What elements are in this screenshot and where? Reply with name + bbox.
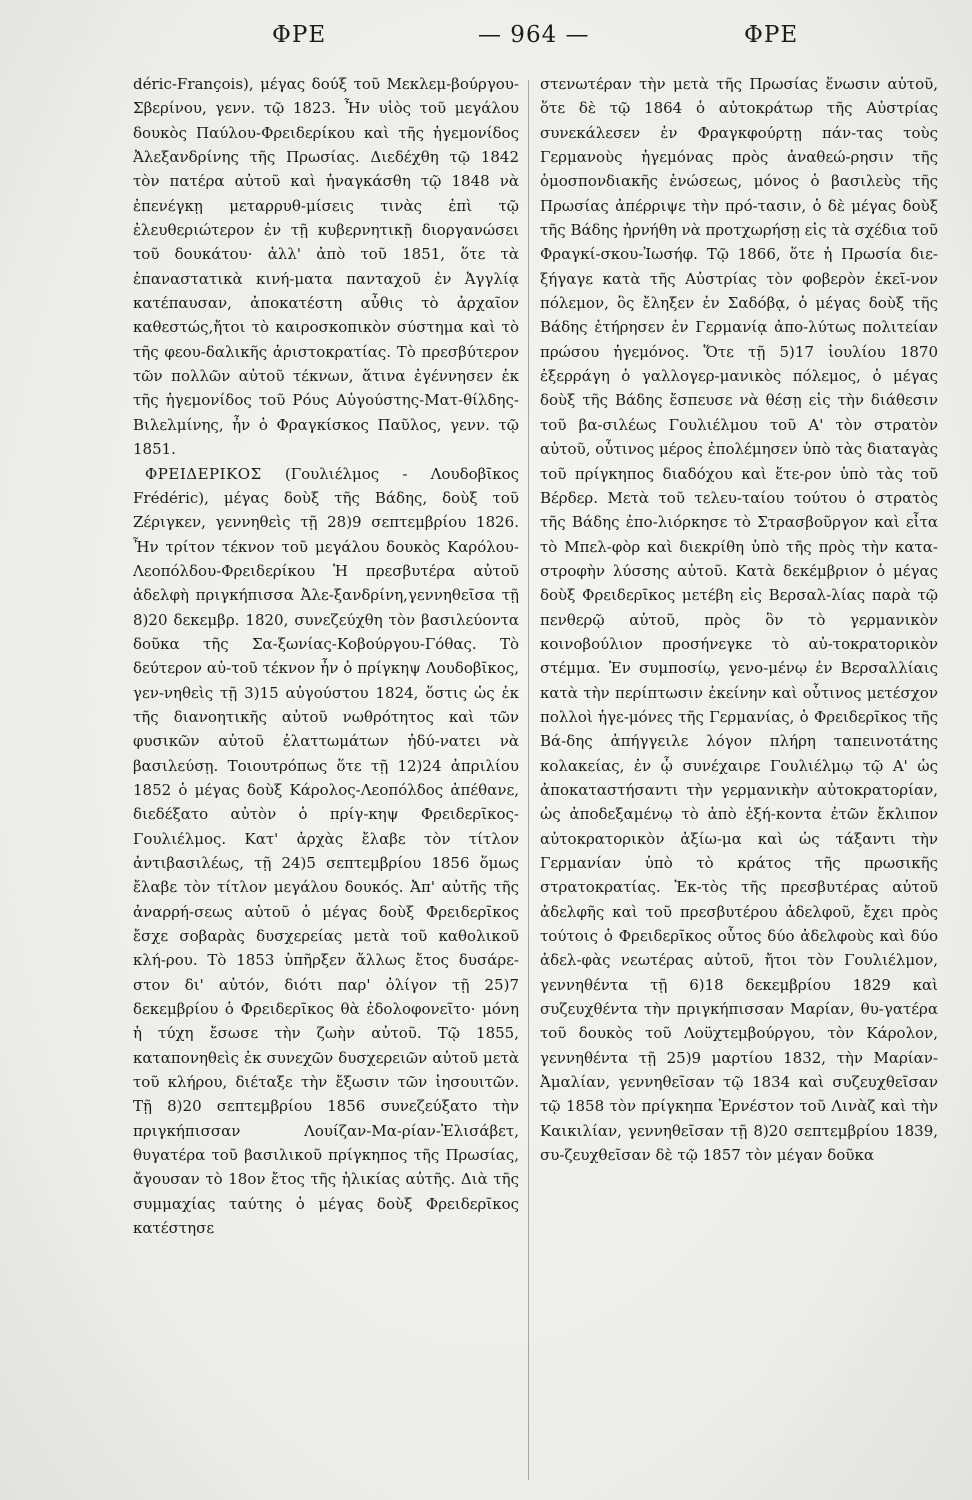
left-column [133, 72, 519, 1492]
left-paragraph-1: déric-François), μέγας δούξ τοῦ Μεκλεμ-βούργου-Σβερίνου, γενν. τῷ 1823. Ἦν υἱὸς τοῦ μεγάλου δουκὸς Παύλου-Φρειδερίκου καὶ τῆς ἡγεμονίδος Ἀλεξανδρίνης τῆς Πρωσίας. Διεδέχθη τῷ 1842 τὸν πατέρα αὐτοῦ καὶ ἠναγκάσθη τῷ 1848 νὰ ἐπενέγκῃ μεταρρυθ-μίσεις τινὰς ἐπὶ τῷ ἐλευθεριώτερον ἐν τῇ κυβερνητικῇ διοργανώσει τοῦ δουκάτου· ἀλλ' ἀπὸ τοῦ 1851, ὅτε τὰ ἐπαναστατικὰ κινή-ματα πανταχοῦ ἐν Ἀγγλίᾳ κατέπαυσαν, ἀποκατέστη αὖθις τὸ ἀρχαῖον καθεστώς,ἤτοι τὸ καιροσκοπικὸν σύστημα καὶ τὸ τῆς φεου-δαλικῆς ἀριστοκρατίας. Τὸ πρεσβύτερον τῶν πολλῶν αὐτοῦ τέκνων, ἅτινα ἐγέννησεν ἐκ τῆς ἡγεμονίδος τοῦ Ρόυς Αὐγούστης-Ματ-θίλδης-Βιλελμίνης, ἦν ὁ Φραγκίσκος Παῦλος, γενν. τῷ 1851. [133, 75, 519, 459]
entry-text: (Γουλιέλμος - Λουδοβῖκος Frédéric), μέγας δοὺξ τῆς Βάδης, δοὺξ τοῦ Ζέριγκεν, γεννηθεὶς τῇ 28)9 σεπτεμβρίου 1826. Ἦν τρίτον τέκνον τοῦ μεγάλου δουκὸς Καρόλου-Λεοπόλδου-Φρειδερίκου Ἡ πρεσβυτέρα αὐτοῦ ἀδελφὴ πριγκήπισσα Ἀλε-ξανδρίνη,γεννηθεῖσα τῇ 8)20 δεκεμβρ. 1820, συνεζεύχθη τὸν βασιλεύοντα δοῦκα τῆς Σα-ξωνίας-Κοβούργου-Γόθας. Τὸ δεύτερον αὐ-τοῦ τέκνον ἦν ὁ πρίγκηψ Λουδοβῖκος, γεν-νηθεὶς τῇ 3)15 αὐγούστου 1824, ὅστις ὡς ἐκ τῆς διανοητικῆς αὐτοῦ νωθρότητος καὶ τῶν φυσικῶν αὐτοῦ ἐλαττωμάτων ἠδύ-νατει νὰ βασιλεύσῃ. Τοιουτρόπως ὅτε τῇ 12)24 ἀπριλίου 1852 ὁ μέγας δοὺξ Κάρολος-Λεοπόλδος ἀπέθανε, διεδέξατο αὐτὸν ὁ πρίγ-κηψ Φρειδερῖκος-Γουλιέλμος. Κατ' ἀρχὰς ἔλαβε τὸν τίτλον ἀντιβασιλέως, τῇ 24)5 σεπτεμβρίου 1856 ὅμως ἔλαβε τὸν τίτλον μεγάλου δουκός. Ἀπ' αὐτῆς τῆς ἀναρρή-σεως αὐτοῦ ὁ μέγας δοὺξ Φρειδερῖκος ἔσχε σοβαρὰς δυσχερείας μετὰ τοῦ καθολικοῦ κλή-ρου. Τὸ 1853 ὑπῆρξεν ἄλλως ἔτος δυσάρε-στον δι' αὐτόν, διότι παρ' ὀλίγον τῇ 25)7 δεκεμβρίου ὁ Φρειδερῖκος θὰ ἐδολοφονεῖτο· μόνη ἡ τύχη ἔσωσε τὴν ζωὴν αὐτοῦ. Τῷ 1855, καταπονηθεὶς ἐκ συνεχῶν δυσχερειῶν αὐτοῦ μετὰ τοῦ κλήρου, διέταξε τὴν ἔξωσιν τῶν ἰησουιτῶν. Τῇ 8)20 σεπτεμβρίου 1856 συνεζεύξατο τὴν πριγκήπισσαν Λουίζαν-Μα-ρίαν-Ἐλισάβετ, θυγατέρα τοῦ βασιλικοῦ πρίγκηπος τῆς Πρωσίας, ἄγουσαν τὸ 18ον ἔτος τῆς ἡλικίας αὐτῆς. Διὰ τῆς συμμαχίας ταύτης ὁ μέγας δοὺξ Φρειδερῖκος κατέστησε [133, 464, 519, 1238]
entry-headword: ΦΡΕΙΔΕΡΙΚΟΣ [145, 464, 262, 483]
header-right-word: ΦΡΕ [744, 22, 799, 48]
page-number: — 964 — [478, 22, 590, 48]
header-left-word: ΦΡΕ [272, 22, 327, 48]
right-paragraph-1: στενωτέραν τὴν μετὰ τῆς Πρωσίας ἕνωσιν αὐτοῦ, ὅτε δὲ τῷ 1864 ὁ αὐτοκράτωρ τῆς Αὐστρίας συνεκάλεσεν ἐν Φραγκφούρτῃ πάν-τας τοὺς Γερμανοὺς ἡγεμόνας πρὸς ἀναθεώ-ρησιν τῆς ὁμοσπονδιακῆς ἑνώσεως, μόνος ὁ βασιλεὺς τῆς Πρωσίας ἀπέρριψε τὴν πρό-τασιν, ὁ δὲ μέγας δοὺξ τῆς Βάδης ἠρνήθη νὰ προτχωρήσῃ εἰς τὰ σχέδια τοῦ Φραγκί-σκου-Ἰωσήφ. Τῷ 1866, ὅτε ἡ Πρωσία διε-ξήγαγε κατὰ τῆς Αὐστρίας τὸν φοβερὸν ἐκεῖ-νον πόλεμον, ὃς ἔληξεν ἐν Σαδόβᾳ, ὁ μέγας δοὺξ τῆς Βάδης ἐτήρησεν ἐν Γερμανίᾳ ἀπο-λύτως πολιτείαν πρώσου ἡγεμόνος. Ὅτε τῇ 5)17 ἰουλίου 1870 ἐξερράγη ὁ γαλλογερ-μανικὸς πόλεμος, ὁ μέγας δοὺξ τῆς Βάδης ἔσπευσε νὰ θέσῃ εἰς τὴν διάθεσιν τοῦ βα-σιλέως Γουλιέλμου τοῦ Α' τὸν στρατὸν αὐτοῦ, οὗτινος μέρος ἐπολέμησεν ὑπὸ τὰς διαταγὰς τοῦ πρίγκηπος διαδόχου καὶ ἕτε-ρον ὑπὸ τὰς τοῦ Βέρδερ. Μετὰ τοῦ τελευ-ταίου τούτου ὁ στρατὸς τῆς Βάδης ἐπο-λιόρκησε τὸ Στρασβοῦργον καὶ εἶτα τὸ Μπελ-φὸρ καὶ διεκρίθη ὑπὸ τῆς πρὸς τὴν κατα-στροφὴν λύσσης αὐτοῦ. Κατὰ δεκέμβριον ὁ μέγας δοὺξ Φρειδερῖκος μετέβη εἰς Βερσαλ-λίας παρὰ τῷ πενθερῷ αὐτοῦ, πρὸς ὃν τὸ γερμανικὸν κοινοβούλιον προσήνεγκε τὸ αὐ-τοκρατορικὸν στέμμα. Ἐν συμποσίῳ, γενο-μένῳ ἐν Βερσαλλίαις κατὰ τὴν περίπτωσιν ἐκείνην καὶ οὗτινος μετέσχον πολλοὶ ἡγε-μόνες τῆς Γερμανίας, ὁ Φρειδερῖκος τῆς Βά-δης ἀπήγγειλε λόγον πλήρη ταπεινοτάτης κολακείας, ἐν ᾧ συνέχαιρε Γουλιέλμῳ τῷ Α' ὡς ἀποκαταστήσαντι τὴν γερμανικὴν αὐτοκρατορίαν, ὡς ἀποδεξαμένῳ τὸ ἀπὸ ἑξή-κοντα ἐτῶν ἔκλιπον αὐτοκρατορικὸν ἀξίω-μα καὶ ὡς τάξαντι τὴν Γερμανίαν ὑπὸ τὸ κράτος τῆς πρωσικῆς στρατοκρατίας. Ἐκ-τὸς τῆς πρεσβυτέρας αὐτοῦ ἀδελφῆς καὶ τοῦ πρεσβυτέρου ἀδελφοῦ, ἔχει πρὸς τούτοις ὁ Φρειδερῖκος οὗτος δύο ἀδελφοὺς καὶ δύο ἀδελ-φὰς νεωτέρας αὐτοῦ, ἤτοι τὸν Γουλιέλμον, γεννηθέντα τῇ 6)18 δεκεμβρίου 1829 καὶ συζευχθέντα τὴν πριγκήπισσαν Μαρίαν, θυ-γατέρα τοῦ δουκὸς τοῦ Λοϋχτεμβούργου, τὸν Κάρολον, γεννηθέντα τῇ 25)9 μαρτίου 1832, τὴν Μαρίαν-Ἀμαλίαν, γεννηθεῖσαν τῷ 1834 καὶ συζευχθεῖσαν τῷ 1858 τὸν πρίγκηπα Ἐρνέστον τοῦ Λινὰζ καὶ τὴν Καικιλίαν, γεννηθεῖσαν τῇ 8)20 σεπτεμβρίου 1839, συ-ζευχθεῖσαν δὲ τῷ 1857 τὸν μέγαν δοῦκα [540, 75, 938, 1165]
entry-paragraph [133, 462, 519, 1241]
running-header [0, 22, 972, 62]
column-divider [528, 80, 529, 1480]
right-column [540, 72, 938, 1492]
